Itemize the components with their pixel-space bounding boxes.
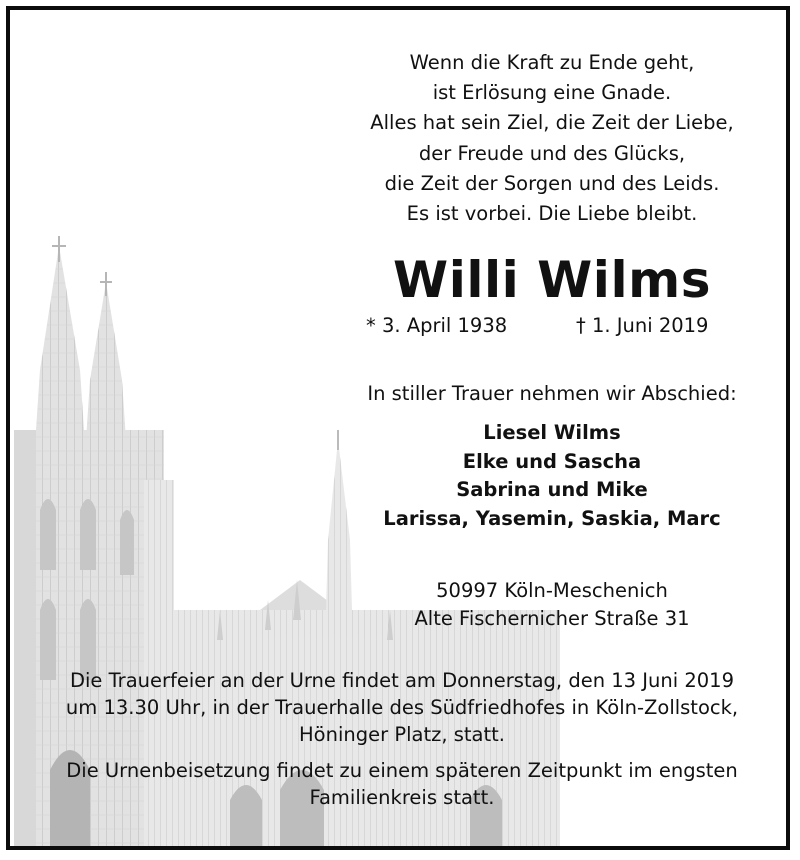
deceased-name: Willi Wilms: [393, 251, 711, 309]
poem-line: ist Erlösung eine Gnade.: [432, 81, 672, 105]
burial-line: Familienkreis statt.: [309, 786, 495, 810]
poem-line: der Freude und des Glücks,: [418, 141, 686, 165]
death-date: † 1. Juni 2019: [576, 314, 709, 337]
poem-line: Alles hat sein Ziel, die Zeit der Liebe,: [370, 111, 734, 135]
ceremony-line: Die Trauerfeier an der Urne findet am Donnerstag, den 13 Juni 2019: [70, 669, 734, 692]
burial-info: [30, 757, 774, 811]
poem: [340, 48, 764, 229]
family-address: [340, 577, 764, 632]
burial-line: Die Urnenbeisetzung findet zu einem späteren Zeitpunkt im engsten: [66, 759, 738, 782]
ceremony-line: um 13.30 Uhr, in der Trauerhalle des Südfriedhofes in Köln-Zollstock,: [65, 696, 739, 720]
mourner-name: Larissa, Yasemin, Saskia, Marc: [383, 506, 721, 530]
ceremony-line: Höninger Platz, statt.: [299, 723, 505, 747]
mourner-name: Liesel Wilms: [483, 421, 621, 444]
birth-date: * 3. April 1938: [366, 314, 508, 337]
ceremony-info: [30, 667, 774, 749]
mourner-name: Elke und Sascha: [462, 449, 642, 473]
poem-line: Es ist vorbei. Die Liebe bleibt.: [406, 201, 698, 225]
address-city: 50997 Köln-Meschenich: [436, 579, 668, 602]
obituary-notice: [6, 6, 790, 850]
mourners-list: [340, 419, 764, 533]
address-street: Alte Fischernicher Straße 31: [414, 606, 690, 630]
mourning-intro: In stiller Trauer nehmen wir Abschied:: [367, 382, 737, 405]
poem-line: Wenn die Kraft zu Ende geht,: [409, 51, 695, 74]
poem-line: die Zeit der Sorgen und des Leids.: [384, 171, 720, 195]
mourner-name: Sabrina und Mike: [456, 478, 648, 502]
